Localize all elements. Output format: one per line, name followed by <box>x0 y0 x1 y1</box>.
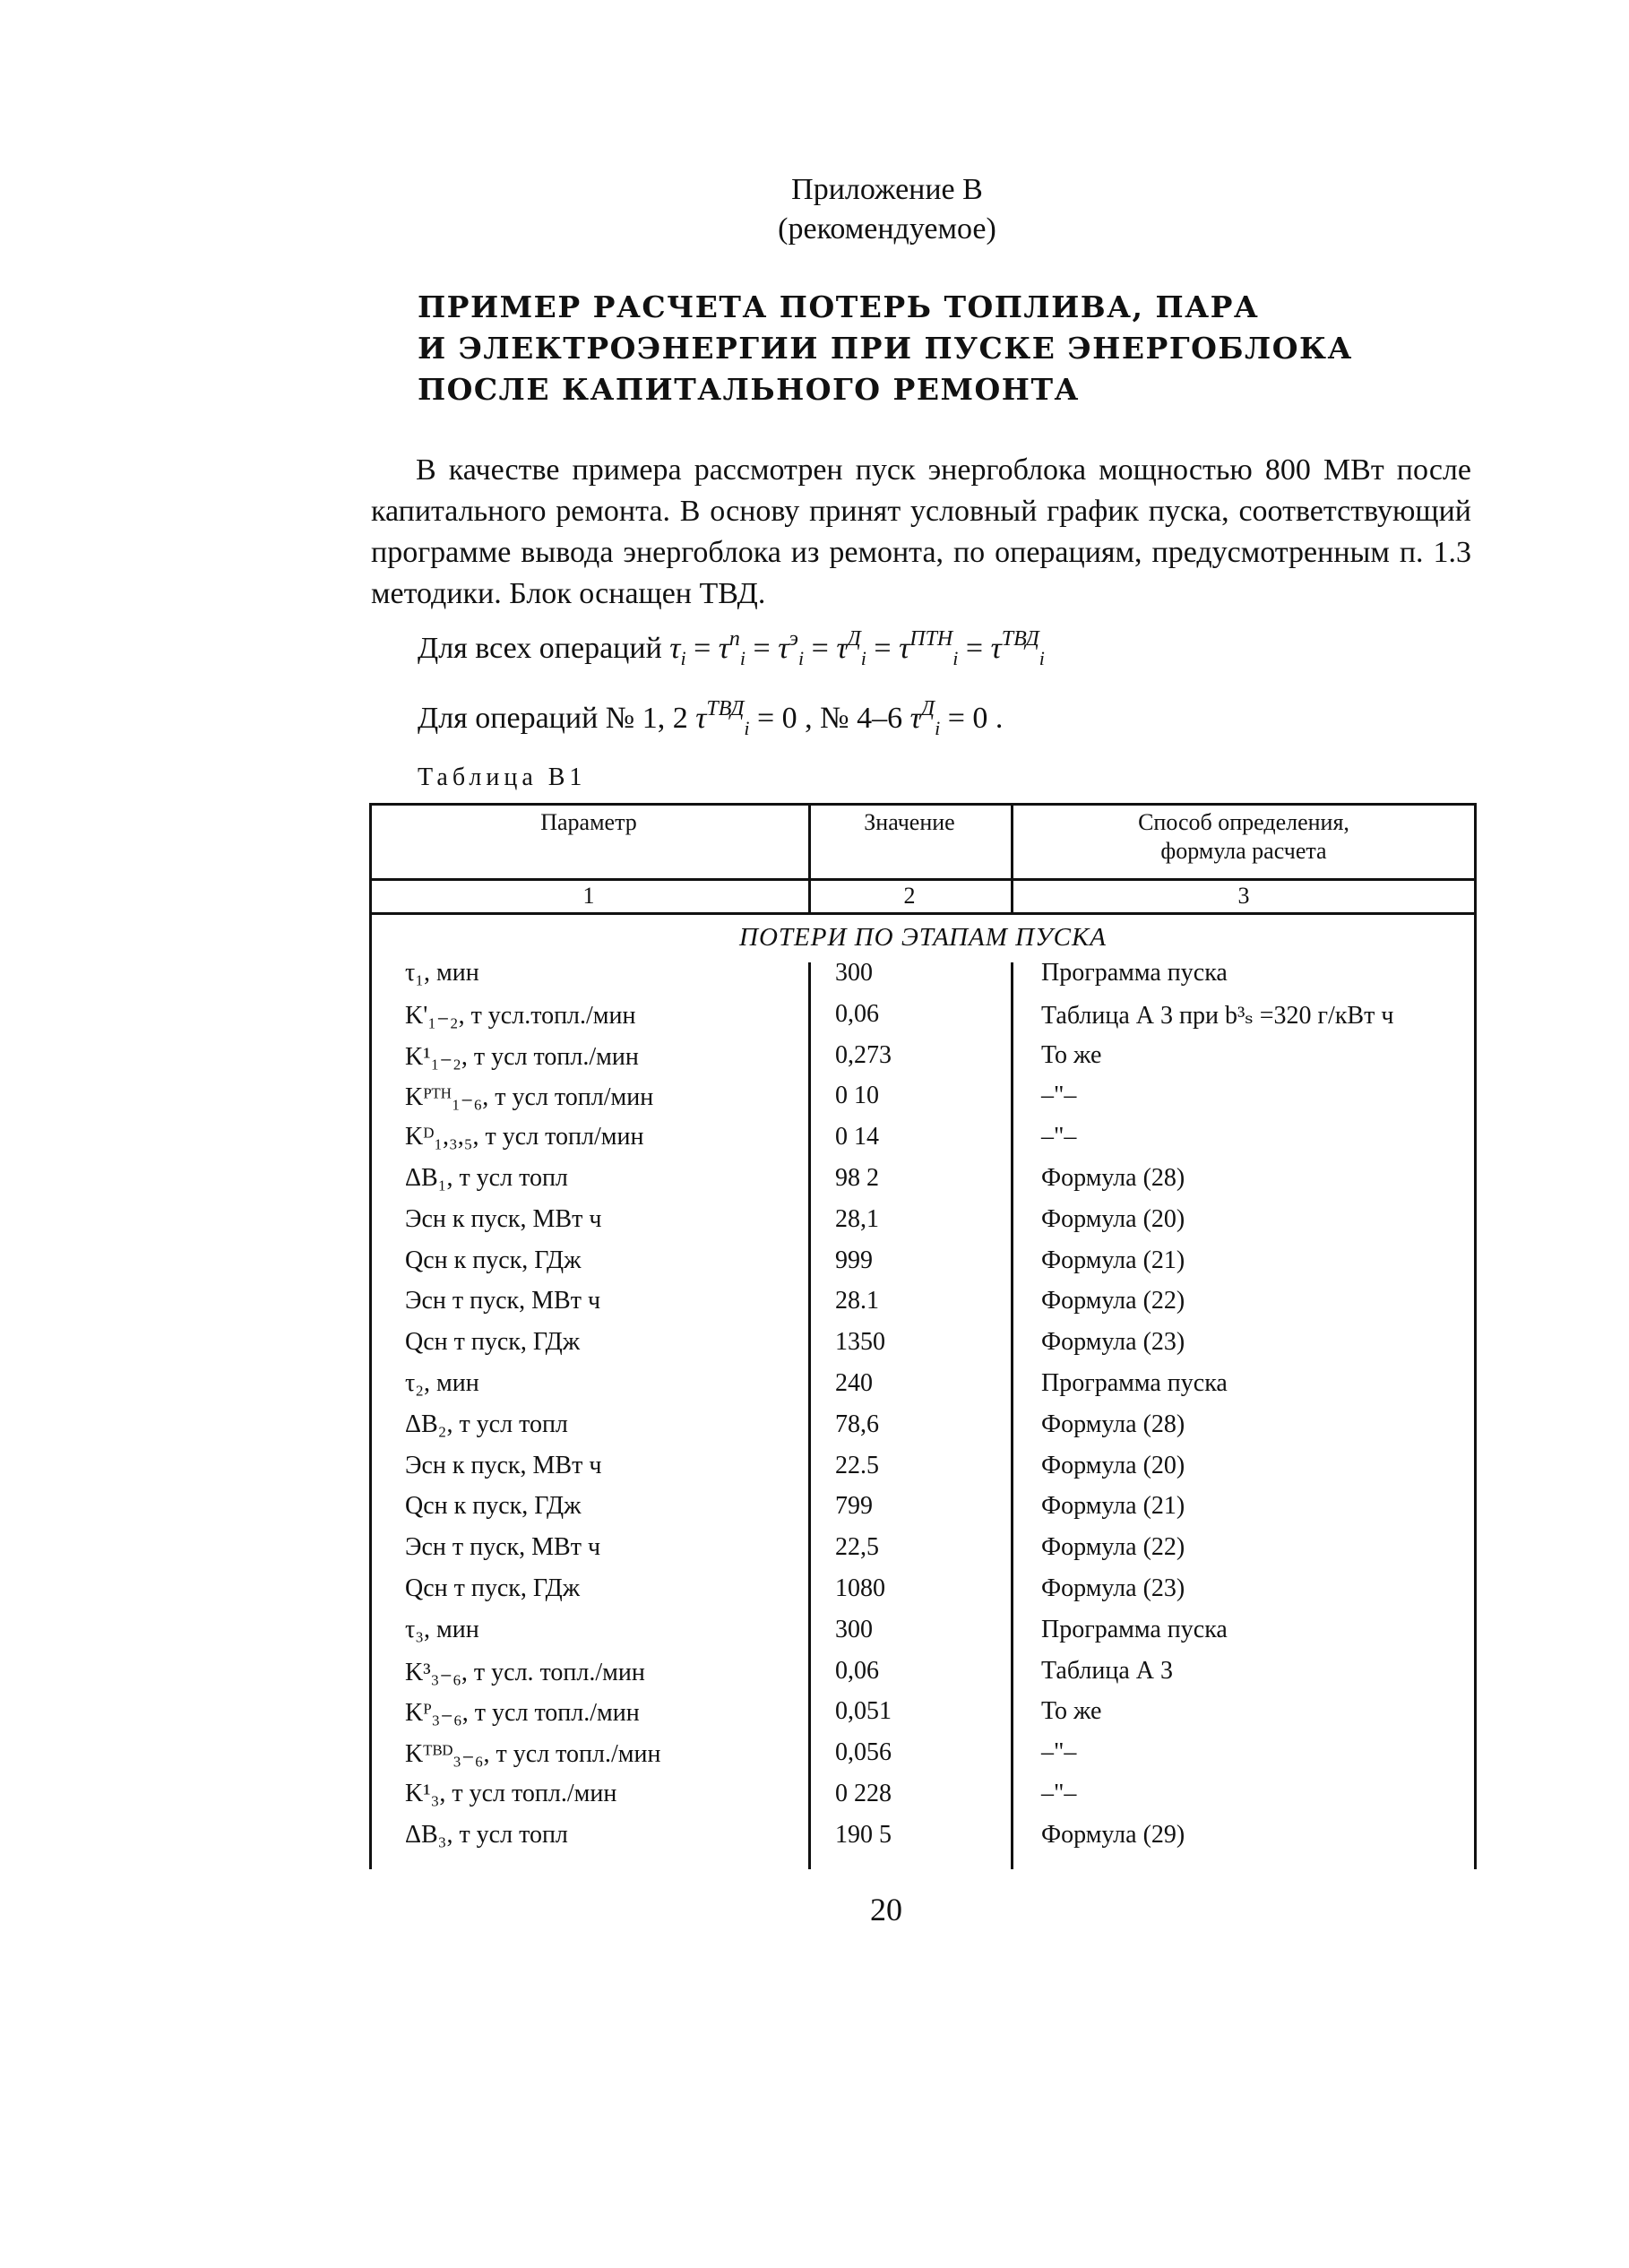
row-value: 78,6 <box>835 1410 879 1438</box>
header-method: Способ определения, формула расчета <box>1138 809 1349 864</box>
formula2-mid: = 0 , № 4–6 <box>757 702 903 735</box>
document-title <box>418 287 1493 410</box>
colnum-3: 3 <box>1237 883 1250 909</box>
row-method: Формула (20) <box>1041 1204 1185 1233</box>
row-value: 28.1 <box>835 1287 879 1315</box>
row-parameter: K'₁₋₂, т усл.топл./мин <box>405 1001 636 1030</box>
row-method: Формула (28) <box>1041 1164 1185 1192</box>
formula1-operator: = <box>746 632 779 665</box>
row-value: 0,056 <box>835 1738 892 1767</box>
row-parameter: Эсн т пуск, МВт ч <box>405 1287 601 1315</box>
row-value: 22,5 <box>835 1533 879 1562</box>
table-row <box>369 1246 1477 1288</box>
table-row <box>369 1164 1477 1205</box>
table-row <box>369 1574 1477 1616</box>
row-method: Формула (28) <box>1041 1410 1185 1438</box>
row-parameter: τ₂, мин <box>405 1369 479 1397</box>
row-method: –"– <box>1041 1082 1077 1110</box>
colnum-1: 1 <box>582 883 595 909</box>
table-row <box>369 1780 1477 1821</box>
table-row <box>369 1328 1477 1369</box>
formula2-tau1: $\tau^{ТВД}_i$ <box>695 697 750 739</box>
row-method: Таблица А 3 <box>1041 1656 1173 1685</box>
row-method: Формула (20) <box>1041 1451 1185 1479</box>
row-parameter: ΔB₃, т усл топл <box>405 1820 568 1849</box>
row-parameter: τ₁, мин <box>405 959 479 987</box>
formula2-tau2: $\tau^Д_i$ <box>909 697 941 739</box>
table-header-divider <box>369 878 1477 881</box>
row-parameter: Kᴾᵀᴴ₁₋₆, т усл топл/мин <box>405 1083 654 1112</box>
row-parameter: Kᵀᴮᴰ₃₋₆, т усл топл./мин <box>405 1740 661 1769</box>
row-parameter: Qсн к пуск, ГДж <box>405 1492 582 1521</box>
row-parameter: Эсн т пуск, МВт ч <box>405 1533 601 1562</box>
table-row <box>369 1369 1477 1410</box>
row-value: 22.5 <box>835 1451 879 1479</box>
row-parameter: Kᴰ₁,₃,₅, т усл топл/мин <box>405 1123 644 1151</box>
table-row <box>369 1492 1477 1533</box>
table-row <box>369 1123 1477 1164</box>
row-value: 240 <box>835 1369 873 1397</box>
row-value: 28,1 <box>835 1204 879 1233</box>
row-method: Таблица А 3 при b³ₛ =320 г/кВт ч <box>1041 1001 1394 1030</box>
table-row <box>369 1041 1477 1082</box>
table-row <box>369 1657 1477 1698</box>
formula1-operator: = <box>804 632 837 665</box>
row-value: 0,06 <box>835 1656 879 1685</box>
table-row <box>369 1821 1477 1862</box>
row-value: 799 <box>835 1492 873 1521</box>
colnum-2: 2 <box>903 883 916 909</box>
table-row <box>369 1533 1477 1574</box>
row-parameter: Эсн к пуск, МВт ч <box>405 1451 602 1479</box>
row-method: Формула (29) <box>1041 1820 1185 1849</box>
row-parameter: K³₃₋₆, т усл. топл./мин <box>405 1658 645 1686</box>
formula-operations <box>418 688 1003 749</box>
table-row <box>369 959 1477 1000</box>
formula2-prefix: Для операций № 1, 2 <box>418 702 688 735</box>
row-parameter: ΔB₁, т усл топл <box>405 1164 568 1192</box>
row-method: Формула (23) <box>1041 1574 1185 1602</box>
table-row <box>369 1000 1477 1041</box>
formula1-tau-term: $\tau^{ТВД}_i$ <box>990 627 1045 669</box>
row-value: 98 2 <box>835 1164 879 1192</box>
row-method: –"– <box>1041 1738 1077 1767</box>
row-parameter: Qсн т пуск, ГДж <box>405 1574 581 1602</box>
row-value: 0 14 <box>835 1123 879 1151</box>
intro-text: В качестве примера рассмотрен пуск энергоблока мощностью 800 МВт после капитального ремонта. В основу принят условный график пуска, соответствующий программе вывода энергоблока из ремонта, по операциям, предусмотренным п. 1.3 методики. Блок оснащен ТВД. <box>371 453 1471 610</box>
formula2-end: = 0 . <box>947 702 1004 735</box>
table-row <box>369 1738 1477 1780</box>
row-value: 300 <box>835 959 873 987</box>
appendix-label: Приложение В <box>791 173 983 206</box>
formula1-expression <box>669 627 1045 669</box>
row-method: То же <box>1041 1040 1102 1069</box>
row-method: Формула (22) <box>1041 1533 1185 1562</box>
row-value: 0,273 <box>835 1040 892 1069</box>
row-method: Формула (21) <box>1041 1246 1185 1274</box>
row-value: 1080 <box>835 1574 885 1602</box>
title-line-1: ПРИМЕР РАСЧЕТА ПОТЕРЬ ТОПЛИВА, ПАРА <box>418 289 1260 324</box>
row-parameter: Qсн к пуск, ГДж <box>405 1246 582 1274</box>
page-number: 20 <box>870 1892 902 1927</box>
table-caption: Таблица В1 <box>418 763 587 791</box>
row-value: 1350 <box>835 1328 885 1357</box>
appendix-status: (рекомендуемое) <box>778 212 996 246</box>
table-row <box>369 1616 1477 1657</box>
row-value: 300 <box>835 1615 873 1643</box>
formula1-operator: = <box>958 632 991 665</box>
section-title: ПОТЕРИ ПО ЭТАПАМ ПУСКА <box>739 923 1107 952</box>
formula1-tau-term: $\tau^п_i$ <box>718 627 746 669</box>
formula1-tau-term: $\tau^э_i$ <box>778 627 805 669</box>
table-row <box>369 1410 1477 1452</box>
formula-all-operations <box>418 618 1045 679</box>
row-parameter: Эсн к пуск, МВт ч <box>405 1204 602 1233</box>
row-parameter: K¹₁₋₂, т усл топл./мин <box>405 1042 639 1071</box>
table-row <box>369 1697 1477 1738</box>
row-value: 0,051 <box>835 1697 892 1726</box>
formula1-operator: = <box>685 632 719 665</box>
row-method: Программа пуска <box>1041 1369 1228 1397</box>
row-method: –"– <box>1041 1780 1077 1807</box>
row-value: 0,06 <box>835 999 879 1028</box>
row-value: 190 5 <box>835 1820 892 1849</box>
row-parameter: K¹₃, т усл топл./мин <box>405 1780 617 1807</box>
appendix-heading <box>81 170 1629 249</box>
row-parameter: τ₃, мин <box>405 1615 479 1643</box>
row-parameter: ΔB₂, т усл топл <box>405 1410 568 1438</box>
row-method: То же <box>1041 1697 1102 1726</box>
row-value: 999 <box>835 1246 873 1274</box>
table-border-top <box>369 803 1477 806</box>
table-row <box>369 1205 1477 1246</box>
table-row <box>369 1082 1477 1123</box>
data-table <box>369 803 1477 1869</box>
title-line-3: ПОСЛЕ КАПИТАЛЬНОГО РЕМОНТА <box>418 372 1080 407</box>
formula1-operator: = <box>866 632 900 665</box>
row-value: 0 10 <box>835 1082 879 1110</box>
header-parameter: Параметр <box>540 809 637 835</box>
table-row <box>369 1287 1477 1328</box>
row-parameter: Qсн т пуск, ГДж <box>405 1328 581 1357</box>
row-method: Формула (23) <box>1041 1328 1185 1357</box>
row-method: Формула (22) <box>1041 1287 1185 1315</box>
title-line-2: И ЭЛЕКТРОЭНЕРГИИ ПРИ ПУСКЕ ЭНЕРГОБЛОКА <box>418 331 1353 366</box>
row-method: Программа пуска <box>1041 959 1228 987</box>
formula1-tau-term: $\tau_i$ <box>669 632 686 669</box>
row-method: –"– <box>1041 1123 1077 1151</box>
formula1-prefix: Для всех операций <box>418 632 662 665</box>
formula1-tau-term: $\tau^Д_i$ <box>836 627 866 669</box>
row-value: 0 228 <box>835 1780 892 1807</box>
header-value: Значение <box>864 809 955 835</box>
row-parameter: Kᴾ₃₋₆, т усл топл./мин <box>405 1699 640 1728</box>
table-colnum-divider <box>369 912 1477 915</box>
table-row <box>369 1452 1477 1493</box>
formula1-tau-term: $\tau^{ПТН}_i$ <box>899 627 959 669</box>
row-method: Программа пуска <box>1041 1615 1228 1643</box>
intro-paragraph <box>371 450 1471 615</box>
row-method: Формула (21) <box>1041 1492 1185 1521</box>
